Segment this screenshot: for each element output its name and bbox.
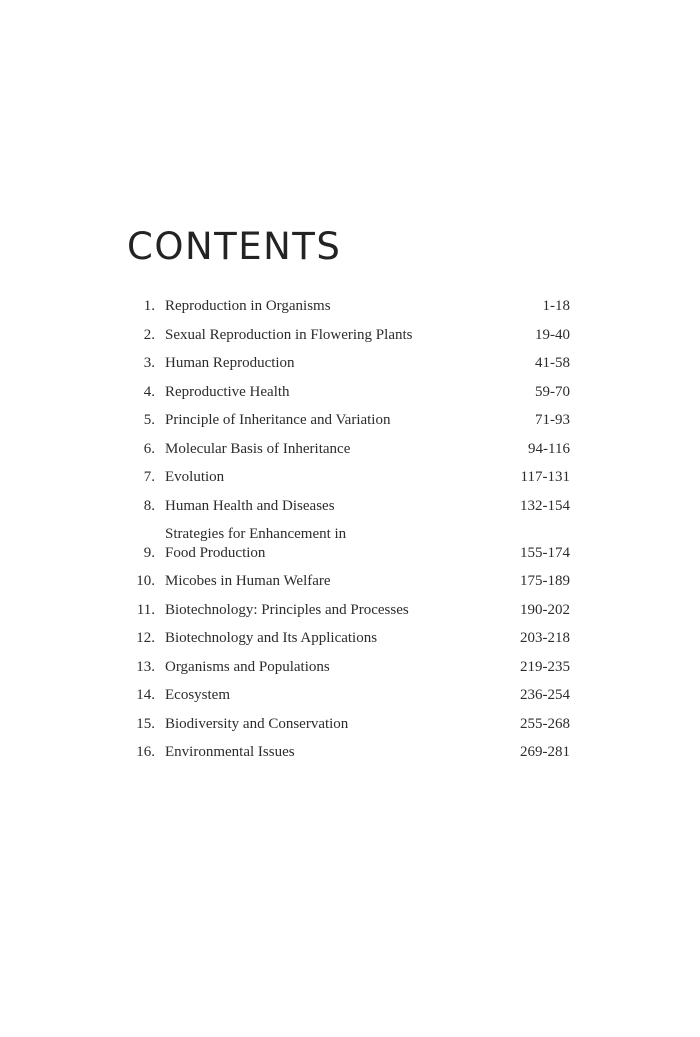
toc-entry [128,292,570,321]
chapter-title: Human Reproduction [165,355,295,371]
page-range: 269-281 [520,744,570,760]
chapter-title: Evolution [165,469,225,485]
chapter-number: 8. [143,497,155,514]
chapter-number: 2. [143,326,155,343]
chapter-title: Molecular Basis of Inheritance [165,440,351,457]
chapter-number: 13. [136,658,155,675]
toc-entry [128,738,570,767]
chapter-title: Ecosystem [165,687,230,703]
chapter-number: 11. [136,601,155,618]
chapter-title: Strategies for Enhancement in Food Production [165,526,347,561]
toc-entry [128,596,570,625]
page-range: 71-93 [535,412,570,428]
chapter-number: 3. [143,355,155,371]
chapter-number: 4. [143,383,155,400]
chapter-title: Micobes in Human Welfare [165,573,331,589]
chapter-title: Biodiversity and Conservation [165,715,349,732]
chapter-title: Principle of Inheritance and Variation [165,412,391,428]
page-range: 155-174 [520,544,570,561]
chapter-number: 1. [143,298,155,314]
toc-entry [128,406,570,435]
toc-entry [128,624,570,653]
page-range: 203-218 [520,630,570,646]
chapter-number: 10. [136,573,155,589]
page-range: 19-40 [535,326,570,343]
page-range: 59-70 [535,383,570,400]
chapter-title: Environmental Issues [165,744,295,760]
page-range: 236-254 [520,687,570,703]
chapter-number: 12. [136,630,155,646]
toc-entry [128,567,570,596]
page-range: 41-58 [535,355,570,371]
chapter-title: Human Health and Diseases [165,497,335,514]
page-title: CONTENTS [127,225,342,268]
chapter-number: 16. [136,744,155,760]
chapter-number: 7. [143,469,155,485]
toc-entry [128,349,570,378]
chapter-number: 5. [143,412,155,428]
chapter-title: Biotechnology and Its Applications [165,630,378,646]
chapter-number: 6. [143,440,155,457]
page-range: 1-18 [542,298,570,314]
page-range: 117-131 [520,469,570,485]
chapter-title: Reproduction in Organisms [165,298,331,314]
toc-entry [128,435,570,464]
page-range: 132-154 [520,497,570,514]
table-of-contents [128,292,570,767]
toc-entry [128,321,570,350]
chapter-title: Organisms and Populations [165,658,330,675]
chapter-title: Sexual Reproduction in Flowering Plants [165,326,413,343]
toc-entry [128,710,570,739]
toc-entry [128,653,570,682]
page-range: 94-116 [528,440,570,457]
page-range: 175-189 [520,573,570,589]
toc-entry [128,681,570,710]
page-range: 219-235 [520,658,570,675]
toc-entry [128,492,570,521]
page-range: 255-268 [520,715,570,732]
toc-entry [128,378,570,407]
toc-entry [128,520,570,567]
toc-entry [128,463,570,492]
chapter-title: Reproductive Health [165,383,290,400]
chapter-number: 14. [136,687,155,703]
chapter-number: 15. [136,715,155,732]
chapter-title: Biotechnology: Principles and Processes [165,601,409,618]
chapter-number: 9. [143,544,155,561]
page-range: 190-202 [520,601,570,618]
